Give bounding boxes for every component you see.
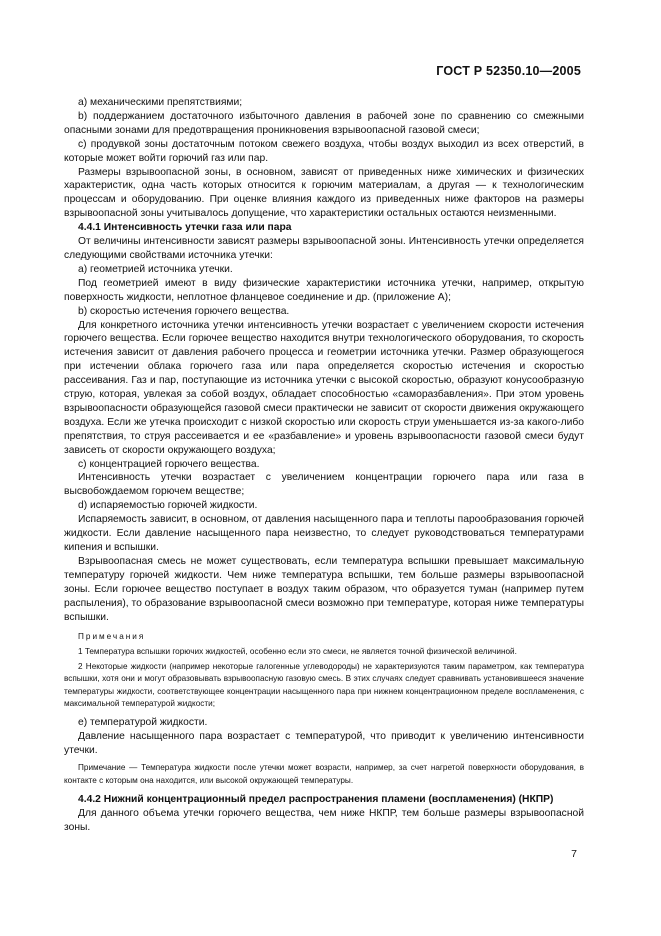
- section-heading-4-4-2: 4.4.2 Нижний концентрационный предел распространения пламени (воспламенения) (НКПР): [78, 793, 554, 805]
- list-item-temperature: e) температурой жидкости.: [78, 717, 208, 729]
- paragraph-intensity: От величины интенсивности зависят размеры взрывоопасной зоны. Интенсивность утечки определяется следующими свойствами источника утечки:: [64, 236, 584, 261]
- paragraph-flash-point: Взрывоопасная смесь не может существовать, если температура вспышки превышает максимальную температуру горючей жидкости. Чем ниже температура вспышки, тем больше размеры взрывоопасной зоны. Если горючее вещество поступает в воздух таким образом, что образуется туман (например путем распыления), то образование взрывоопасной смеси возможно при температуре, которая ниже температуры вспышки.: [64, 555, 584, 623]
- list-item-speed: b) скоростью истечения горючего вещества.: [78, 305, 290, 317]
- note-2: 2 Некоторые жидкости (например некоторые галогенные углеводороды) не характеризуются таким параметром, как температура вспышки, хотя они и могут образовывать взрывоопасную газовую смесь. В этих случаях следует сравнивать установившееся значение температуры жидкости, соответствующее концентрации насыщенного пара при нижнем концентрационном пределе воспламенения, с максимальной температурой жидкости;: [64, 661, 584, 708]
- section-heading-4-4-1: 4.4.1 Интенсивность утечки газа или пара: [78, 222, 292, 234]
- notes-heading: Примечания: [78, 632, 146, 642]
- document-code: ГОСТ Р 52350.10—2005: [436, 64, 581, 78]
- list-item-a: a) механическими препятствиями;: [78, 97, 243, 108]
- list-item-geometry: a) геометрией источника утечки.: [78, 263, 233, 275]
- paragraph-speed: Для конкретного источника утечки интенсивность утечки возрастает с увеличением скорости истечения горючего вещества. Если горючее вещество находится внутри технологического оборудования, то скорость истечения зависит от давления рабочего процесса и геометрии источника утечки. Размер образующегося при истечении облака горючего газа или пара определяется скоростью истечения и скоростью рассеивания. Газ и пар, поступающие из источника утечки с высокой скоростью, образуют конусообразную струю, которая, увлекая за собой воздух, обладает способностью «саморазбавления». При этом уровень взрывоопасности образующейся газовой смеси практически не зависит от скорости движения окружающего воздуха. Если же утечка происходит с низкой скоростью или скорость струи уменьшается из-за какого-либо препятствия, то струя рассеивается и ее «разбавление» и уровень взрывоопасности газовой смеси будут зависеть от скорости окружающего воздуха;: [64, 319, 584, 456]
- page-number: 7: [571, 848, 577, 860]
- paragraph-zone-size: Размеры взрывоопасной зоны, в основном, зависят от приведенных ниже химических и физических характеристик, одна часть которых относится к горючим материалам, а другая — к технологическим процессам и оборудованию. При оценке влияния каждого из приведенных ниже факторов на размеры взрывоопасной зоны учитывалось допущение, что характеристики остальных остаются неизменными.: [64, 166, 584, 220]
- list-item-c: c) продувкой зоны достаточным потоком свежего воздуха, чтобы воздух выходил из всех отверстий, в которые может войти горючий газ или пар.: [64, 138, 584, 164]
- note-temperature: Примечание — Температура жидкости после утечки может возрасти, например, за счет нагретой поверхности оборудования, в контакте с которым она находится, или высокой окружающей температуры.: [64, 763, 584, 785]
- document-body: [64, 96, 584, 835]
- paragraph-volatility: Испаряемость зависит, в основном, от давления насыщенного пара и теплоты парообразования горючей жидкости. Если давление насыщенного пара неизвестно, то следует руководствоваться температурами кипения и вспышки.: [64, 514, 584, 553]
- paragraph-temperature: Давление насыщенного пара возрастает с температурой, что приводит к увеличению интенсивности утечки.: [64, 731, 584, 757]
- list-item-b: b) поддержанием достаточного избыточного давления в рабочей зоне по сравнению со смежными опасными зонами для предотвращения проникновения взрывоопасной газовой смеси;: [64, 110, 584, 136]
- list-item-volatility: d) испаряемостью горючей жидкости.: [78, 500, 258, 512]
- paragraph-geometry: Под геометрией имеют в виду физические характеристики источника утечки, например, открытую поверхность жидкости, неплотное фланцевое соединение и др. (приложение А);: [64, 277, 584, 303]
- note-1: 1 Температура вспышки горючих жидкостей, особенно если это смеси, не является точной физической величиной.: [78, 647, 517, 657]
- paragraph-concentration: Интенсивность утечки возрастает с увеличением концентрации горючего пара или газа в высвобождаемом горючем веществе;: [64, 472, 584, 498]
- list-item-concentration: c) концентрацией горючего вещества.: [78, 458, 260, 470]
- paragraph-lel: Для данного объема утечки горючего вещества, чем ниже НКПР, тем больше размеры взрывоопасной зоны.: [64, 807, 584, 833]
